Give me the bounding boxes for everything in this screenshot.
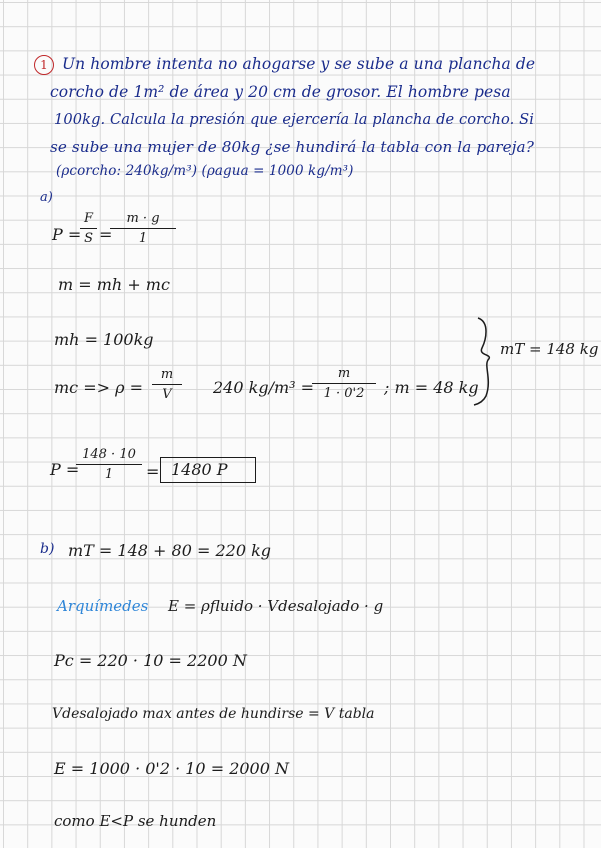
problem-text-1: Un hombre intenta no ahogarse y se sube a una plancha de <box>62 55 536 73</box>
cork-mass-frac-num: m <box>312 366 376 384</box>
pressure-lhs: P = <box>52 225 82 244</box>
pressure-final-frac-den: 1 <box>104 467 114 482</box>
part-a-label: a) <box>40 190 53 205</box>
total-mass: mT = 148 kg <box>500 340 599 358</box>
pressure-eq: = <box>99 225 113 244</box>
pressure-frac-1-den: S <box>84 231 93 246</box>
max-volume-statement: Vdesalojado max antes de hundirse = V tabla <box>52 706 375 722</box>
part-b-label: b) <box>40 541 55 557</box>
pressure-final-eq: = <box>146 462 160 481</box>
conclusion: como E<P se hunden <box>54 812 217 830</box>
pressure-result-box: 1480 P <box>160 457 256 483</box>
pressure-final-frac <box>76 447 142 482</box>
cork-mass-result: ; m = 48 kg <box>384 378 479 397</box>
cork-density-eq: 240 kg/m³ = <box>213 378 315 397</box>
weight-calc: Pc = 220 · 10 = 2200 N <box>54 651 247 670</box>
pressure-final-frac-num: 148 · 10 <box>76 447 142 465</box>
cork-mass-frac-den: 1 · 0'2 <box>323 386 365 401</box>
mass-man: mh = 100kg <box>54 330 154 349</box>
density-frac-den: V <box>162 387 172 402</box>
problem-line-4: se sube una mujer de 80kg ¿se hundirá la tabla con la pareja? <box>50 138 534 156</box>
density-frac-num: m <box>152 367 182 385</box>
problem-line-2: corcho de 1m² de área y 20 cm de grosor. El hombre pesa <box>50 83 511 101</box>
archimedes-label: Arquímedes <box>57 597 149 615</box>
archimedes-formula: E = ρfluido · Vdesalojado · g <box>168 597 384 615</box>
pressure-frac-2-den: 1 <box>138 231 148 246</box>
mass-cork-lhs: mc => ρ = <box>54 378 144 397</box>
pressure-frac-2-num: m · g <box>110 211 176 229</box>
pressure-final-lhs: P = <box>50 460 80 479</box>
problem-line-3: 100kg. Calcula la presión que ejercería la plancha de corcho. Si <box>54 111 534 128</box>
total-mass-b: mT = 148 + 80 = 220 kg <box>68 541 272 560</box>
problem-line-5: (ρcorcho: 240kg/m³) (ρagua = 1000 kg/m³) <box>56 163 354 179</box>
mass-sum: m = mh + mc <box>58 275 170 294</box>
buoyancy-calc: E = 1000 · 0'2 · 10 = 2000 N <box>54 759 289 778</box>
problem-number-badge: 1 <box>34 55 54 75</box>
pressure-frac-1-num: F <box>80 211 97 229</box>
